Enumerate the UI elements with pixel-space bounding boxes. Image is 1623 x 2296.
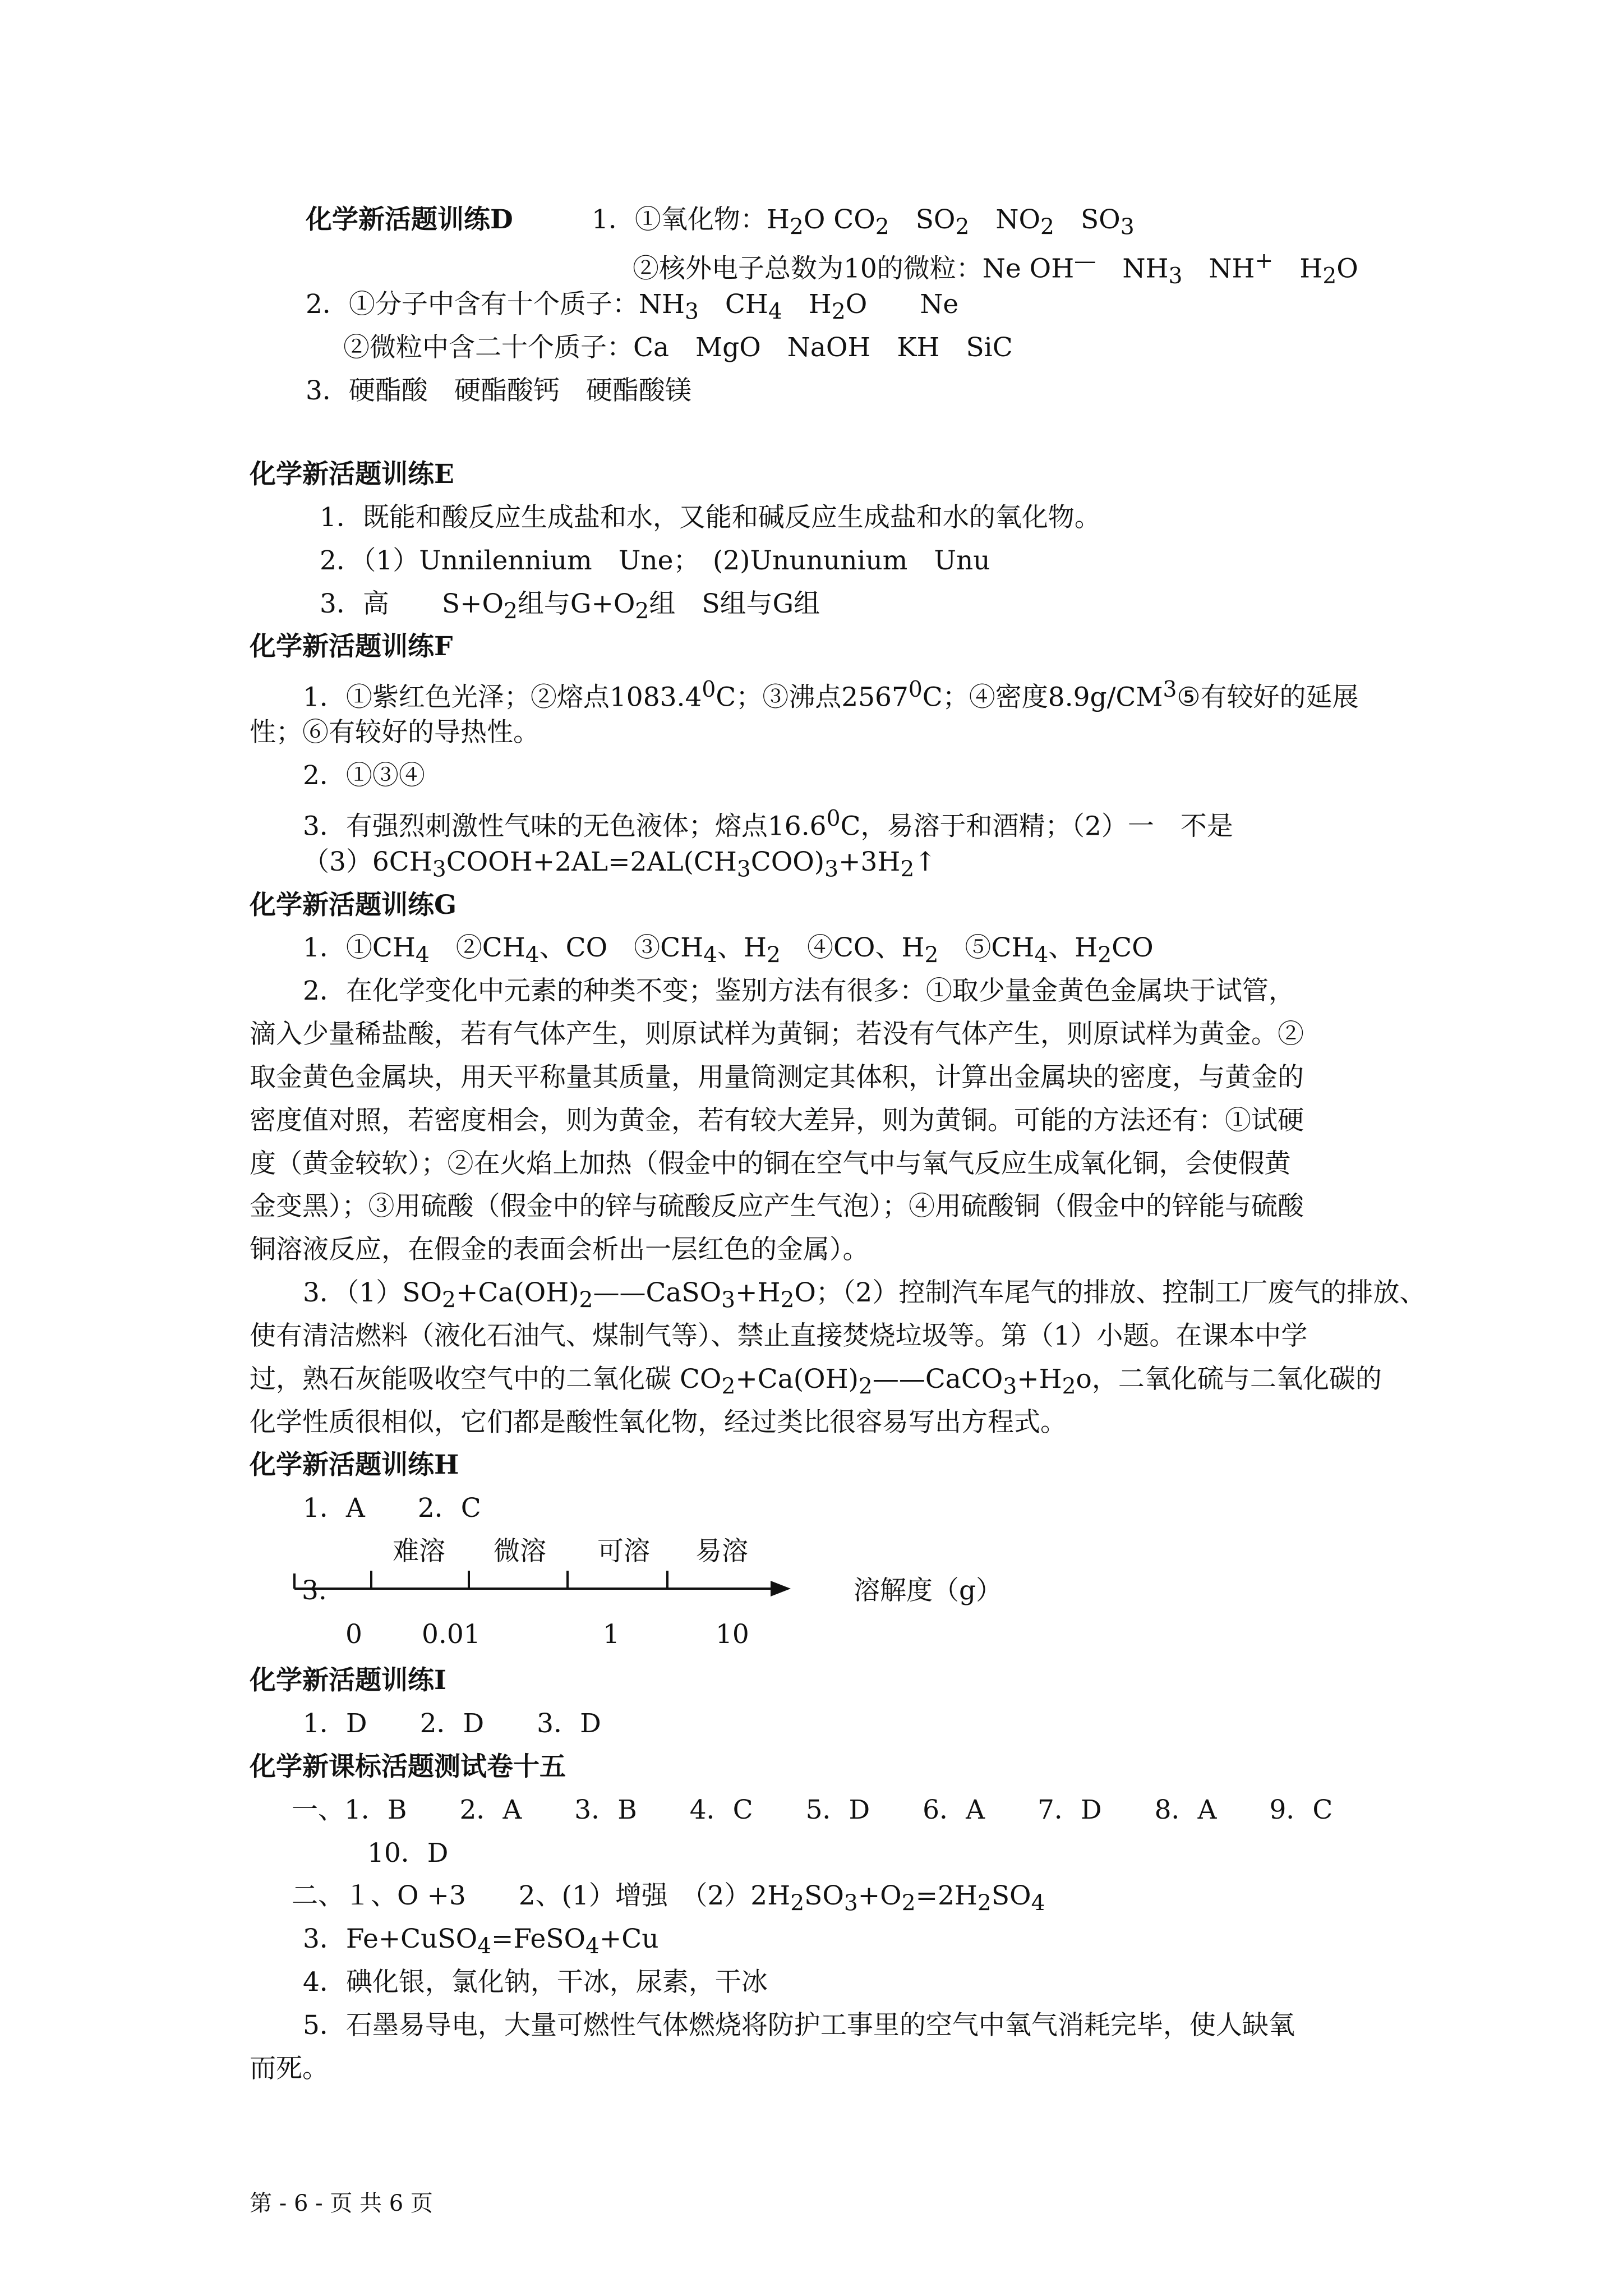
section-h-title: 化学新活题训练H: [250, 1450, 459, 1480]
page-footer: 第 - 6 - 页 共 6 页: [250, 2191, 433, 2216]
section-d-q2-line1: 2．①分子中含有十个质子：$NH_3$ $CH_4$ $H_2O$ Ne: [306, 289, 959, 325]
scale-question-label: 3.: [302, 1575, 327, 1606]
section-f-q2: 2．①③④: [303, 760, 425, 791]
section-e-q2: 2．（1）Unnilennium Une； (2)Unununium Unu: [320, 545, 990, 576]
test-15-q5-line2: 而死。: [250, 2053, 329, 2084]
section-f-q1-line1: 1．①紫红色光泽；②熔点1083.4$^0$C；③沸点2567$^0$C；④密度$8.9g/CM^3⑤$有较好的延展: [303, 677, 1359, 713]
section-f-q3-line1: 3．有强烈刺激性气味的无色液体；熔点16.6$^0$C，易溶于和酒精；（2）一 不是: [303, 806, 1233, 842]
section-g-q2-line: 滴入少量稀盐酸，若有气体产生，则原试样为黄铜；若没有气体产生，则原试样为黄金。②: [250, 1019, 1304, 1050]
test-15-q5-line1: 5．石墨易导电，大量可燃性气体燃烧将防护工事里的空气中氧气消耗完毕，使人缺氧: [303, 2010, 1295, 2041]
section-h-q1: 1．A 2．C: [303, 1493, 481, 1524]
scale-axis-label: 溶解度（g）: [854, 1575, 1003, 1606]
test-15-part1-line2: 10．D: [367, 1838, 449, 1869]
section-e-q1: 1．既能和酸反应生成盐和水，又能和碱反应生成盐和水的氧化物。: [320, 502, 1101, 533]
section-g-q2-line: 2．在化学变化中元素的种类不变；鉴别方法有很多：①取少量金黄色金属块于试管，: [303, 976, 1295, 1006]
section-e-title: 化学新活题训练E: [250, 459, 454, 490]
section-e-q3: 3．高 $S+O_2$组与$G+O_2$组 S组与G组: [320, 588, 820, 624]
section-g-q2-line: 取金黄色金属块，用天平称量其质量，用量筒测定其体积，计算出金属块的密度，与黄金的: [250, 1062, 1304, 1093]
section-g-q2-line: 度（黄金较软）；②在火焰上加热（假金中的铜在空气中与氧气反应生成氧化铜，会使假黄: [250, 1148, 1291, 1179]
section-i-title: 化学新活题训练I: [250, 1665, 446, 1696]
section-f-q1-line2: 性；⑥有较好的导热性。: [250, 717, 540, 748]
test-15-title: 化学新课标活题测试卷十五: [250, 1751, 566, 1782]
section-g-q3-line: 3．$(1)SO_2+Ca(OH)_2——CaSO_3+H_2O$；（2）控制汽车尾气的排放、控制工厂废气的排放、: [303, 1277, 1426, 1313]
section-d-title: 化学新活题训练D: [306, 204, 513, 235]
section-d-q3: 3．硬酯酸 硬酯酸钙 硬酯酸镁: [306, 375, 691, 406]
test-15-part2: 二、１、O +3 2、(1）增强 $(2)2H_2SO_3+O_2=2H_2SO_4$: [292, 1880, 1045, 1916]
scale-label-very-soluble: 易溶: [695, 1536, 748, 1567]
scale-label-insoluble: 难溶: [393, 1536, 445, 1567]
section-g-q1: 1．$①CH_4$ $②CH_4$、CO $③CH_4$、$H_2$ ④CO、$H_2$ $⑤CH_4$、$H_2CO$: [303, 932, 1154, 968]
section-g-q3-line: 过，熟石灰能吸收空气中的二氧化碳 $CO_2+Ca(OH)_2——CaCO_3+H_2o$，二氧化硫与二氧化碳的: [250, 1364, 1382, 1400]
scale-label-slightly-soluble: 微溶: [494, 1536, 546, 1567]
scale-label-soluble: 可溶: [597, 1536, 650, 1567]
section-d-q1-line1: 1．①氧化物：$H_2O$ $CO_2$ $SO_2$ $NO_2$ $SO_3$: [592, 204, 1135, 240]
test-15-q4: 4．碘化银，氯化钠，干冰，尿素，干冰: [303, 1967, 768, 1998]
section-g-q3-line: 使有清洁燃料（液化石油气、煤制气等）、禁止直接焚烧垃圾等。第（1）小题。在课本中学: [250, 1320, 1308, 1351]
test-15-q3: 3．Fe+CuSO$_4$=FeSO$_4$+Cu: [303, 1924, 659, 1959]
scale-tick-label-0: 0: [345, 1619, 362, 1650]
section-g-q2-line: 金变黑）；③用硫酸（假金中的锌与硫酸反应产生气泡）；④用硫酸铜（假金中的锌能与硫酸: [250, 1191, 1304, 1222]
section-f-title: 化学新活题训练F: [250, 631, 453, 662]
section-g-q2-line: 密度值对照，若密度相会，则为黄金，若有较大差异，则为黄铜。可能的方法还有：①试硬: [250, 1105, 1304, 1136]
section-f-q3-line2: $(3)6CH_3COOH+2AL=2AL(CH_3COO)_3+3H_2↑$: [303, 846, 937, 882]
test-15-part1-line1: 一、1．B 2．A 3．B 4．C 5．D 6．A 7．D 8．A 9．C: [292, 1795, 1333, 1825]
section-d-q2-line2: ②微粒中含二十个质子：Ca MgO NaOH KH SiC: [343, 332, 1013, 363]
scale-tick-label-10: 10: [716, 1619, 749, 1650]
scale-tick-label-1: 1: [603, 1619, 620, 1650]
axis-arrow: [771, 1581, 791, 1596]
section-i-q1: 1．D 2．D 3．D: [303, 1708, 601, 1739]
section-g-q3-line: 化学性质很相似，它们都是酸性氧化物，经过类比很容易写出方程式。: [250, 1407, 1067, 1438]
scale-tick-label-0.01: 0.01: [422, 1619, 481, 1650]
section-g-title: 化学新活题训练G: [250, 890, 457, 921]
section-d-q1-line2: ②核外电子总数为10的微粒：Ne OH— $NH_3$ NH+ $H_2O$: [633, 249, 1358, 289]
section-g-q2-line: 铜溶液反应，在假金的表面会析出一层红色的金属）。: [250, 1234, 869, 1265]
